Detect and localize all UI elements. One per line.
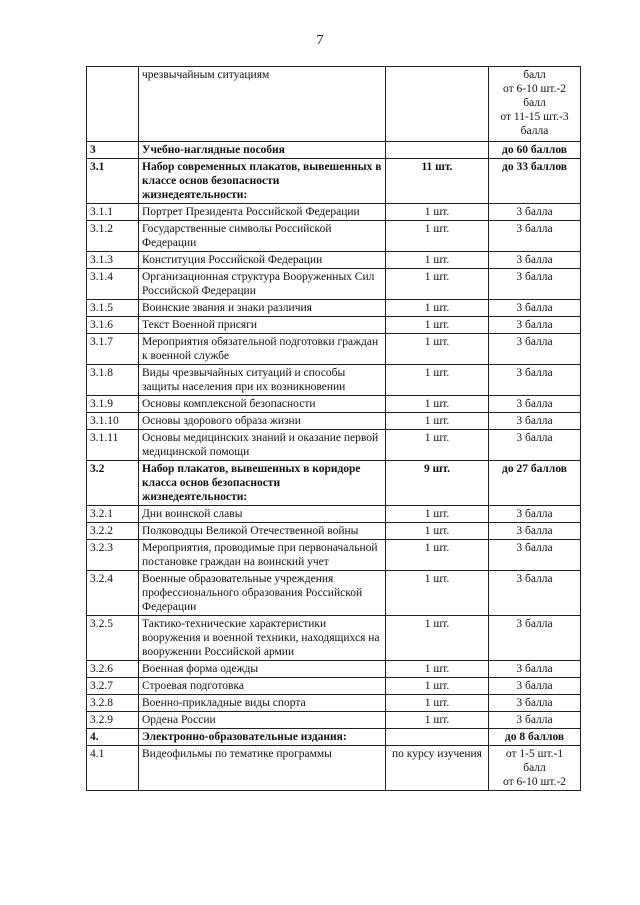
criteria-table — [86, 66, 581, 791]
row-number: 3.1.1 — [87, 204, 139, 221]
row-points — [489, 317, 581, 334]
table-row — [87, 300, 581, 317]
table-row — [87, 678, 581, 695]
row-points — [489, 746, 581, 791]
table-row — [87, 317, 581, 334]
row-number: 3.2.8 — [87, 695, 139, 712]
row-quantity: 1 шт. — [386, 695, 489, 712]
row-title: Электронно-образовательные издания: — [139, 729, 386, 746]
points-line: 3 балла — [516, 432, 553, 444]
row-title: Военная форма одежды — [139, 661, 386, 678]
points-line: 3 балла — [516, 618, 553, 630]
points-line: 3 балла — [516, 697, 553, 709]
row-points — [489, 461, 581, 506]
row-points — [489, 269, 581, 300]
row-title: Воинские звания и знаки различия — [139, 300, 386, 317]
row-title: Организационная структура Вооруженных Сил Российской Федерации — [139, 269, 386, 300]
row-title: Основы медицинских знаний и оказание первой медицинской помощи — [139, 430, 386, 461]
row-points — [489, 221, 581, 252]
row-quantity: 1 шт. — [386, 540, 489, 571]
points-line: 3 балла — [516, 271, 553, 283]
table-row — [87, 221, 581, 252]
points-line: 3 балла — [516, 223, 553, 235]
row-quantity: 1 шт. — [386, 365, 489, 396]
row-points — [489, 67, 581, 142]
row-quantity: по курсу изучения — [386, 746, 489, 791]
table-row — [87, 430, 581, 461]
row-number: 3.1.11 — [87, 430, 139, 461]
row-points — [489, 616, 581, 661]
row-quantity: 1 шт. — [386, 204, 489, 221]
row-points — [489, 661, 581, 678]
row-number: 3.2.3 — [87, 540, 139, 571]
row-quantity — [386, 729, 489, 746]
table-row — [87, 571, 581, 616]
points-line: от 1-5 шт.-1 — [505, 748, 564, 760]
row-quantity: 1 шт. — [386, 269, 489, 300]
row-quantity: 1 шт. — [386, 221, 489, 252]
row-title: чрезвычайным ситуациям — [139, 67, 386, 142]
points-line: 3 балла — [516, 319, 553, 331]
row-title: Мероприятия обязательной подготовки граждан к военной службе — [139, 334, 386, 365]
points-line: 3 балла — [516, 415, 553, 427]
points-line: 3 балла — [516, 508, 553, 520]
row-title: Тактико-технические характеристики вооружения и военной техники, находящихся на вооружении Российской армии — [139, 616, 386, 661]
points-line: 3 балла — [516, 680, 553, 692]
row-number: 3.1.8 — [87, 365, 139, 396]
row-title: Виды чрезвычайных ситуаций и способы защиты населения при их возникновении — [139, 365, 386, 396]
row-quantity: 11 шт. — [386, 159, 489, 204]
table-row — [87, 712, 581, 729]
points-line: 3 балла — [516, 714, 553, 726]
row-quantity — [386, 142, 489, 159]
table-row — [87, 729, 581, 746]
points-line: до 33 баллов — [502, 161, 567, 173]
row-number: 3.2.4 — [87, 571, 139, 616]
row-number: 3.1 — [87, 159, 139, 204]
row-quantity: 1 шт. — [386, 661, 489, 678]
row-points — [489, 204, 581, 221]
row-number: 4. — [87, 729, 139, 746]
table-row — [87, 616, 581, 661]
row-quantity: 1 шт. — [386, 712, 489, 729]
points-line: 3 балла — [516, 398, 553, 410]
table-row — [87, 540, 581, 571]
points-line: балл — [523, 97, 546, 109]
row-points — [489, 300, 581, 317]
row-quantity: 1 шт. — [386, 300, 489, 317]
row-quantity: 1 шт. — [386, 334, 489, 365]
row-points — [489, 252, 581, 269]
table-row — [87, 661, 581, 678]
row-title: Основы здорового образа жизни — [139, 413, 386, 430]
table-row — [87, 695, 581, 712]
table-row — [87, 67, 581, 142]
row-quantity: 9 шт. — [386, 461, 489, 506]
points-line: 3 балла — [516, 206, 553, 218]
row-title: Основы комплексной безопасности — [139, 396, 386, 413]
points-line: 3 балла — [516, 367, 553, 379]
row-points — [489, 540, 581, 571]
row-points — [489, 365, 581, 396]
row-number: 3.1.6 — [87, 317, 139, 334]
row-title: Портрет Президента Российской Федерации — [139, 204, 386, 221]
row-points — [489, 142, 581, 159]
points-line: 3 балла — [516, 542, 553, 554]
row-points — [489, 678, 581, 695]
table-row — [87, 746, 581, 791]
points-line: от 6-10 шт.-2 — [503, 776, 566, 788]
table-row — [87, 204, 581, 221]
points-line: от 6-10 шт.-2 — [503, 83, 566, 95]
criteria-table-body — [87, 67, 581, 791]
row-number: 3.1.5 — [87, 300, 139, 317]
row-points — [489, 334, 581, 365]
points-line: балл — [523, 69, 546, 81]
row-quantity: 1 шт. — [386, 413, 489, 430]
row-number: 3.1.2 — [87, 221, 139, 252]
row-number: 3.1.4 — [87, 269, 139, 300]
table-row — [87, 252, 581, 269]
row-quantity: 1 шт. — [386, 252, 489, 269]
row-title: Видеофильмы по тематике программы — [139, 746, 386, 791]
row-points — [489, 523, 581, 540]
row-number: 3.2.5 — [87, 616, 139, 661]
row-number: 3 — [87, 142, 139, 159]
row-points — [489, 571, 581, 616]
table-row — [87, 396, 581, 413]
row-points — [489, 430, 581, 461]
row-number: 3.1.10 — [87, 413, 139, 430]
points-line: 3 балла — [516, 525, 553, 537]
points-line: до 8 баллов — [504, 731, 565, 743]
table-row — [87, 269, 581, 300]
row-title: Военно-прикладные виды спорта — [139, 695, 386, 712]
row-quantity: 1 шт. — [386, 678, 489, 695]
row-number: 4.1 — [87, 746, 139, 791]
row-quantity: 1 шт. — [386, 317, 489, 334]
row-title: Конституция Российской Федерации — [139, 252, 386, 269]
row-title: Дни воинской славы — [139, 506, 386, 523]
table-row — [87, 413, 581, 430]
row-title: Государственные символы Российской Федерации — [139, 221, 386, 252]
row-number — [87, 67, 139, 142]
row-title: Военные образовательные учреждения профессионального образования Российской Федерации — [139, 571, 386, 616]
row-title: Ордена России — [139, 712, 386, 729]
points-line: балла — [520, 125, 549, 137]
points-line: до 27 баллов — [502, 463, 567, 475]
row-title: Набор плакатов, вывешенных в коридоре класса основ безопасности жизнедеятельности: — [139, 461, 386, 506]
points-line: 3 балла — [516, 254, 553, 266]
row-number: 3.2.7 — [87, 678, 139, 695]
points-line: 3 балла — [516, 663, 553, 675]
row-title: Мероприятия, проводимые при первоначальной постановке граждан на воинский учет — [139, 540, 386, 571]
row-points — [489, 396, 581, 413]
row-number: 3.2.6 — [87, 661, 139, 678]
row-quantity: 1 шт. — [386, 616, 489, 661]
points-line: 3 балла — [516, 573, 553, 585]
row-points — [489, 695, 581, 712]
row-number: 3.1.9 — [87, 396, 139, 413]
row-points — [489, 413, 581, 430]
table-row — [87, 159, 581, 204]
table-row — [87, 365, 581, 396]
row-points — [489, 159, 581, 204]
row-points — [489, 506, 581, 523]
row-title: Набор современных плакатов, вывешенных в классе основ безопасности жизнедеятельности: — [139, 159, 386, 204]
row-number: 3.2 — [87, 461, 139, 506]
row-quantity: 1 шт. — [386, 571, 489, 616]
row-title: Полководцы Великой Отечественной войны — [139, 523, 386, 540]
table-row — [87, 523, 581, 540]
row-quantity: 1 шт. — [386, 506, 489, 523]
table-row — [87, 506, 581, 523]
table-row — [87, 142, 581, 159]
row-quantity: 1 шт. — [386, 396, 489, 413]
row-number: 3.2.9 — [87, 712, 139, 729]
row-points — [489, 729, 581, 746]
row-quantity — [386, 67, 489, 142]
page-number: 7 — [316, 33, 324, 48]
row-quantity: 1 шт. — [386, 523, 489, 540]
points-line: от 11-15 шт.-3 — [500, 111, 569, 123]
row-title: Строевая подготовка — [139, 678, 386, 695]
row-quantity: 1 шт. — [386, 430, 489, 461]
row-title: Учебно-наглядные пособия — [139, 142, 386, 159]
row-number: 3.2.1 — [87, 506, 139, 523]
table-row — [87, 461, 581, 506]
row-number: 3.1.3 — [87, 252, 139, 269]
points-line: 3 балла — [516, 302, 553, 314]
points-line: балл — [523, 762, 546, 774]
points-line: 3 балла — [516, 336, 553, 348]
row-number: 3.2.2 — [87, 523, 139, 540]
row-points — [489, 712, 581, 729]
row-number: 3.1.7 — [87, 334, 139, 365]
table-row — [87, 334, 581, 365]
points-line: до 60 баллов — [502, 144, 567, 156]
row-title: Текст Военной присяги — [139, 317, 386, 334]
